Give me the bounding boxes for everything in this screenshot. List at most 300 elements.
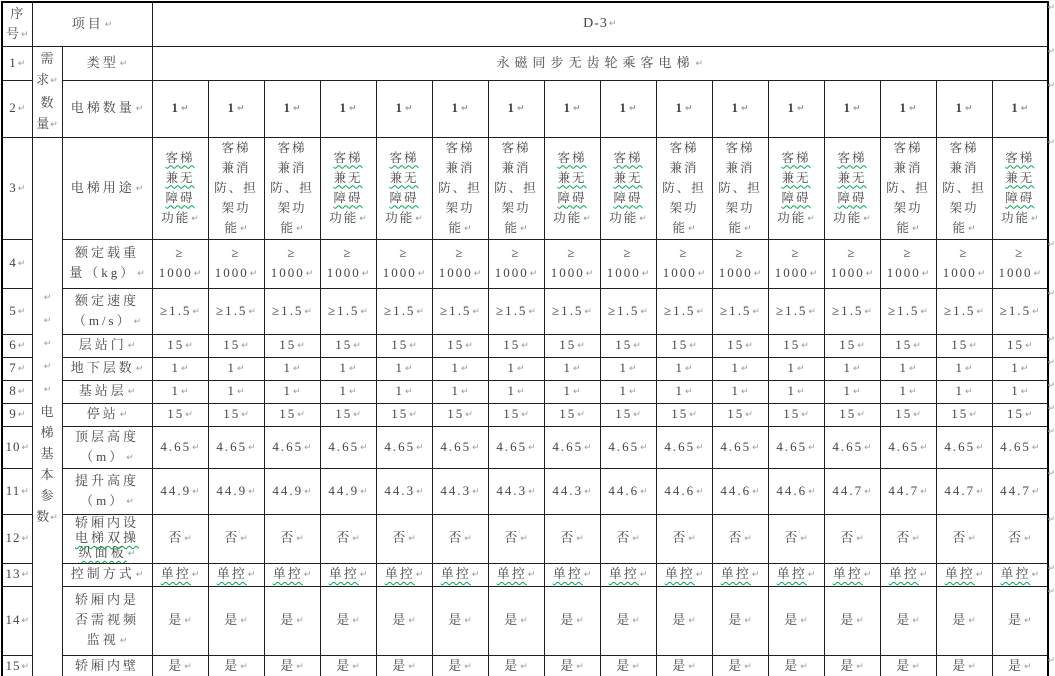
- grammar-underlined-text: 障碍: [781, 190, 811, 205]
- paragraph-mark-icon: ↵: [977, 269, 986, 279]
- table-row: [2, 426, 1048, 468]
- text-line: [713, 138, 768, 158]
- text-line: [601, 301, 656, 322]
- row-end-paragraph-mark-icon: ↵: [1047, 587, 1055, 597]
- text-line: [769, 481, 824, 502]
- paragraph-mark-icon: ↵: [585, 269, 594, 279]
- text: 15: [447, 337, 465, 352]
- paragraph-mark-icon: ↵: [348, 104, 357, 114]
- text: 44.7: [832, 482, 864, 498]
- value-cell: [936, 239, 992, 288]
- grammar-underlined-text: 纵面板: [78, 545, 127, 560]
- text-line: [153, 301, 208, 322]
- text-line: [937, 656, 992, 676]
- text-line: [937, 381, 992, 402]
- paragraph-mark-icon: ↵: [348, 364, 357, 374]
- text: 1000: [214, 265, 249, 280]
- value-cell: [712, 403, 768, 426]
- value-cell: [544, 80, 600, 137]
- text: 功能: [833, 210, 863, 225]
- paragraph-mark-icon: ↵: [740, 364, 749, 374]
- text: 15: [615, 406, 633, 421]
- paragraph-mark-icon: ↵: [17, 259, 26, 269]
- value-cell: [768, 357, 824, 380]
- grammar-underlined-text: 单控: [832, 566, 863, 581]
- paragraph-mark-icon: ↵: [908, 387, 917, 397]
- text: 功能: [329, 210, 359, 225]
- paragraph-mark-icon: ↵: [863, 570, 872, 580]
- text: 4.65: [272, 438, 304, 454]
- text: 1: [283, 383, 292, 398]
- text-line: [153, 564, 208, 585]
- text: 1: [1011, 360, 1020, 375]
- value-cell: [824, 80, 880, 137]
- value-cell: [656, 239, 712, 288]
- text-line: [433, 138, 488, 158]
- text-line: [657, 98, 712, 119]
- text: 15: [839, 406, 857, 421]
- text: 1000: [662, 265, 697, 280]
- text-line: [265, 381, 320, 402]
- text: 4.65: [552, 438, 584, 454]
- text-line: [881, 218, 936, 239]
- text-line: [265, 138, 320, 158]
- text-line: [63, 98, 152, 119]
- value-cell: [208, 426, 264, 468]
- text: ≥1.5: [720, 302, 752, 318]
- text: 电梯数量: [70, 100, 135, 115]
- text: 客梯: [669, 140, 699, 155]
- text: 是: [448, 612, 464, 627]
- value-cell: [208, 380, 264, 403]
- text-line: [209, 381, 264, 402]
- text-line: [433, 528, 488, 549]
- paragraph-mark-icon: ↵: [796, 104, 805, 114]
- paragraph-mark-icon: ↵: [576, 616, 584, 626]
- paragraph-mark-icon: ↵: [127, 549, 136, 559]
- value-cell: [544, 403, 600, 426]
- text-line: [937, 358, 992, 379]
- table-row: [2, 46, 1048, 80]
- paragraph-mark-icon: ↵: [415, 570, 424, 580]
- text-line: [769, 358, 824, 379]
- text-line: [3, 4, 32, 24]
- paragraph-mark-icon: ↵: [572, 104, 581, 114]
- text-line: [321, 263, 376, 284]
- text-line: [769, 528, 824, 549]
- text-line: [601, 243, 656, 263]
- text-line: [825, 168, 880, 188]
- paragraph-mark-icon: ↵: [191, 570, 200, 580]
- paragraph-mark-icon: ↵: [473, 269, 482, 279]
- text-line: [769, 335, 824, 356]
- paragraph-mark-icon: ↵: [135, 183, 144, 194]
- value-cell: [432, 380, 488, 403]
- value-cell: [880, 426, 936, 468]
- paragraph-mark-icon: ↵: [528, 486, 536, 497]
- paragraph-mark-icon: ↵: [464, 661, 472, 672]
- text: 架功: [445, 200, 475, 215]
- text-line: [825, 148, 880, 168]
- grammar-underlined-text: 单控: [664, 566, 695, 581]
- table-row: [2, 80, 1048, 137]
- paragraph-mark-icon: ↵: [303, 570, 312, 580]
- text-line: [993, 437, 1048, 458]
- text-line: [993, 263, 1048, 284]
- value-cell: [600, 380, 656, 403]
- text-line: [3, 358, 32, 379]
- grammar-underlined-text: 兼无: [165, 170, 195, 185]
- text: 1000: [998, 265, 1033, 280]
- paragraph-mark-icon: ↵: [1023, 661, 1032, 672]
- value-cell: [936, 403, 992, 426]
- text-line: [825, 301, 880, 322]
- text: 4.65: [944, 438, 976, 454]
- text-line: [153, 335, 208, 356]
- paragraph-mark-icon: ↵: [353, 341, 361, 351]
- text: 1: [563, 383, 572, 398]
- text: 需: [40, 50, 54, 66]
- grammar-underlined-text: 单控: [272, 566, 303, 581]
- text-line: [321, 208, 376, 229]
- value-cell: [600, 334, 656, 357]
- text-line: [63, 491, 152, 512]
- text-line: [489, 138, 544, 158]
- text: 15: [391, 406, 409, 421]
- grammar-underlined-text: 障碍: [557, 190, 587, 205]
- text-line: [881, 564, 936, 585]
- text: ≥: [1015, 245, 1025, 260]
- row-end-paragraph-mark-icon: ↵: [1047, 138, 1055, 148]
- value-cell: [992, 426, 1048, 468]
- paragraph-mark-icon: ↵: [180, 387, 189, 397]
- text-line: [33, 14, 152, 35]
- paragraph-mark-icon: ↵: [640, 442, 648, 453]
- paragraph-mark-icon: ↵: [297, 341, 305, 351]
- text: 15: [615, 337, 633, 352]
- text: 15: [1006, 406, 1024, 421]
- text-line: [937, 138, 992, 158]
- value-cell: [992, 288, 1048, 334]
- paragraph-mark-icon: ↵: [192, 306, 200, 317]
- text: 否: [560, 530, 576, 545]
- value-cell: [264, 586, 320, 655]
- value-cell: [768, 239, 824, 288]
- text-line: [657, 243, 712, 263]
- table-row: [2, 380, 1048, 403]
- text-line: [265, 243, 320, 263]
- grammar-underlined-text: 单控: [160, 566, 191, 581]
- text: 1: [171, 360, 180, 375]
- text-line: [153, 404, 208, 425]
- value-cell: [264, 80, 320, 137]
- table-row: [2, 357, 1048, 380]
- text: ≥: [623, 245, 633, 260]
- text: ≥1.5: [832, 302, 864, 318]
- paragraph-mark-icon: ↵: [21, 486, 29, 497]
- paragraph-mark-icon: ↵: [516, 387, 525, 397]
- value-cell: [656, 403, 712, 426]
- text: 15: [279, 406, 297, 421]
- row-end-paragraph-mark-icon: ↵: [1047, 358, 1055, 368]
- value-cell: [600, 468, 656, 514]
- value-cell: [376, 514, 432, 563]
- text: 是: [504, 657, 520, 673]
- text: 2: [9, 100, 17, 115]
- serial-cell: [2, 334, 32, 357]
- value-cell: [208, 80, 264, 137]
- paragraph-mark-icon: ↵: [639, 570, 648, 580]
- paragraph-mark-icon: ↵: [409, 341, 417, 351]
- value-cell: [488, 655, 544, 676]
- paragraph-mark-icon: ↵: [21, 616, 30, 626]
- paragraph-mark-icon: ↵: [527, 570, 536, 580]
- text: 1000: [942, 265, 977, 280]
- paragraph-mark-icon: ↵: [292, 387, 301, 397]
- paragraph-mark-icon: ↵: [572, 364, 581, 374]
- row-label-cell: [62, 426, 152, 468]
- paragraph-mark-icon: ↵: [50, 119, 58, 130]
- text-line: [601, 404, 656, 425]
- text: ≥: [175, 245, 185, 260]
- text: 防、担: [214, 180, 258, 195]
- text: 否: [616, 530, 632, 545]
- text-line: [433, 263, 488, 284]
- paragraph-mark-icon: ↵: [913, 410, 921, 420]
- paragraph-mark-icon: ↵: [808, 306, 816, 317]
- text: 防、担: [662, 180, 706, 195]
- paragraph-mark-icon: ↵: [584, 442, 592, 453]
- text-line: [881, 656, 936, 676]
- text-line: [657, 437, 712, 458]
- text-line: [601, 168, 656, 188]
- serial-cell: [2, 468, 32, 514]
- text-line: [881, 243, 936, 263]
- text: 1: [675, 100, 684, 115]
- text: 15: [335, 337, 353, 352]
- text: 否: [392, 530, 408, 545]
- text: 15: [671, 406, 689, 421]
- text: 防、担: [494, 180, 538, 195]
- text-line: [769, 98, 824, 119]
- row-end-paragraph-mark-icon: ↵: [1047, 81, 1055, 91]
- paragraph-mark-icon: ↵: [577, 341, 585, 351]
- value-cell: [656, 586, 712, 655]
- text: D-3: [583, 16, 608, 32]
- paragraph-mark-icon: ↵: [1031, 570, 1040, 580]
- text-line: [769, 148, 824, 168]
- text: 求: [36, 71, 50, 87]
- paragraph-mark-icon: ↵: [304, 486, 312, 497]
- value-cell: [376, 239, 432, 288]
- text-line: [825, 381, 880, 402]
- text: 15: [839, 337, 857, 352]
- paragraph-mark-icon: ↵: [964, 387, 973, 397]
- text-line: [209, 98, 264, 119]
- text: 否: [728, 530, 744, 545]
- text-line: [321, 656, 376, 676]
- serial-cell: [2, 137, 32, 239]
- text-line: [153, 610, 208, 631]
- text: 1: [731, 383, 740, 398]
- paragraph-mark-icon: ↵: [695, 570, 704, 580]
- text: 架功: [669, 200, 699, 215]
- text: 是: [392, 612, 408, 627]
- value-cell: [488, 80, 544, 137]
- text-line: [489, 381, 544, 402]
- text-line: [433, 335, 488, 356]
- text-line: [433, 243, 488, 263]
- serial-cell: [2, 80, 32, 137]
- value-cell: [824, 334, 880, 357]
- text-line: [377, 437, 432, 458]
- paragraph-mark-icon: ↵: [352, 661, 360, 672]
- paragraph-mark-icon: ↵: [969, 341, 977, 351]
- text-line: [377, 404, 432, 425]
- text-line: [545, 98, 600, 119]
- value-cell: [992, 563, 1048, 586]
- value-cell: [768, 80, 824, 137]
- paragraph-mark-icon: ↵: [752, 486, 760, 497]
- text-line: [321, 98, 376, 119]
- value-cell: [320, 239, 376, 288]
- paragraph-mark-icon: ↵: [911, 223, 920, 234]
- paragraph-mark-icon: ↵: [920, 442, 928, 453]
- text-line: [377, 358, 432, 379]
- grammar-underlined-text: 单控: [944, 566, 975, 581]
- value-cell: [488, 334, 544, 357]
- text: ≥: [679, 245, 689, 260]
- text: 是: [280, 612, 296, 627]
- paragraph-mark-icon: ↵: [628, 364, 637, 374]
- table-row: [2, 137, 1048, 239]
- text-line: [657, 610, 712, 631]
- paragraph-mark-icon: ↵: [180, 104, 189, 114]
- text-line: [601, 188, 656, 208]
- text-line: [153, 188, 208, 208]
- paragraph-mark-icon: ↵: [408, 534, 416, 544]
- paragraph-mark-icon: ↵: [236, 387, 245, 397]
- row-end-paragraph-mark-icon: ↵: [1047, 3, 1055, 13]
- text: 15: [335, 406, 353, 421]
- text-line: [713, 610, 768, 631]
- value-cell: [712, 586, 768, 655]
- text: 1: [1011, 100, 1020, 115]
- text: 是: [224, 657, 240, 673]
- text: 44.6: [776, 482, 808, 498]
- text: 是: [616, 612, 632, 627]
- text: 1: [675, 360, 684, 375]
- paragraph-mark-icon: ↵: [800, 534, 808, 544]
- paragraph-mark-icon: ↵: [465, 410, 473, 420]
- text: 4.65: [832, 438, 864, 454]
- value-cell: [768, 426, 824, 468]
- text: 参: [40, 487, 54, 503]
- text-line: [433, 404, 488, 425]
- paragraph-mark-icon: ↵: [404, 387, 413, 397]
- text: 44.3: [496, 482, 528, 498]
- text: 是: [224, 612, 240, 627]
- text: 11: [5, 482, 21, 498]
- value-cell: [152, 586, 208, 655]
- value-cell-usage-fire_stretcher: [936, 137, 992, 239]
- text-line: [769, 188, 824, 208]
- text: 1: [507, 100, 516, 115]
- value-cell: [656, 380, 712, 403]
- paragraph-mark-icon: ↵: [801, 410, 809, 420]
- paragraph-mark-icon: ↵: [416, 486, 424, 497]
- text: 1000: [326, 265, 361, 280]
- paragraph-mark-icon: ↵: [304, 442, 312, 453]
- paragraph-mark-icon: ↵: [43, 338, 52, 349]
- text: 额定载重: [74, 245, 139, 260]
- paragraph-mark-icon: ↵: [50, 75, 58, 86]
- paragraph-mark-icon: ↵: [352, 534, 360, 544]
- text: 4.65: [216, 438, 248, 454]
- text-line: [377, 168, 432, 188]
- text-line: [209, 335, 264, 356]
- value-cell: [208, 334, 264, 357]
- text: 15: [223, 406, 241, 421]
- text: 能: [728, 220, 743, 235]
- text: 功能: [1000, 210, 1030, 225]
- value-cell: [712, 80, 768, 137]
- paragraph-mark-icon: ↵: [740, 387, 749, 397]
- value-cell: [376, 80, 432, 137]
- paragraph-mark-icon: ↵: [472, 486, 480, 497]
- text-line: [937, 301, 992, 322]
- value-cell: [936, 514, 992, 563]
- paragraph-mark-icon: ↵: [295, 223, 304, 234]
- grammar-underlined-text: 障碍: [389, 190, 419, 205]
- text-line: [265, 218, 320, 239]
- value-cell: [320, 288, 376, 334]
- text-line: [265, 564, 320, 585]
- text: 功能: [777, 210, 807, 225]
- value-cell: [488, 586, 544, 655]
- value-cell: [320, 426, 376, 468]
- text-line: [63, 656, 152, 676]
- paragraph-mark-icon: ↵: [249, 269, 258, 279]
- text: 轿厢内是: [74, 592, 139, 607]
- text-line: [33, 378, 62, 401]
- paragraph-mark-icon: ↵: [912, 616, 920, 626]
- paragraph-mark-icon: ↵: [236, 104, 245, 114]
- value-cell: [488, 468, 544, 514]
- paragraph-mark-icon: ↵: [137, 269, 145, 279]
- text: 44.9: [160, 482, 192, 498]
- value-cell: [824, 380, 880, 403]
- text-line: [377, 188, 432, 208]
- text-line: [993, 148, 1048, 168]
- serial-header-cell: [2, 2, 32, 46]
- value-cell: [656, 655, 712, 676]
- text: 1: [955, 383, 964, 398]
- text: 序: [10, 5, 25, 21]
- text-line: [657, 481, 712, 502]
- row-end-paragraph-mark-icon: ↵: [1047, 404, 1055, 414]
- paragraph-mark-icon: ↵: [865, 269, 874, 279]
- value-cell: [880, 563, 936, 586]
- text-line: [209, 528, 264, 549]
- text-line: [265, 610, 320, 631]
- paragraph-mark-icon: ↵: [191, 213, 199, 224]
- paragraph-mark-icon: ↵: [192, 442, 200, 453]
- paragraph-mark-icon: ↵: [360, 442, 368, 453]
- text-line: [993, 358, 1048, 379]
- value-cell: [488, 288, 544, 334]
- text: 15: [279, 337, 297, 352]
